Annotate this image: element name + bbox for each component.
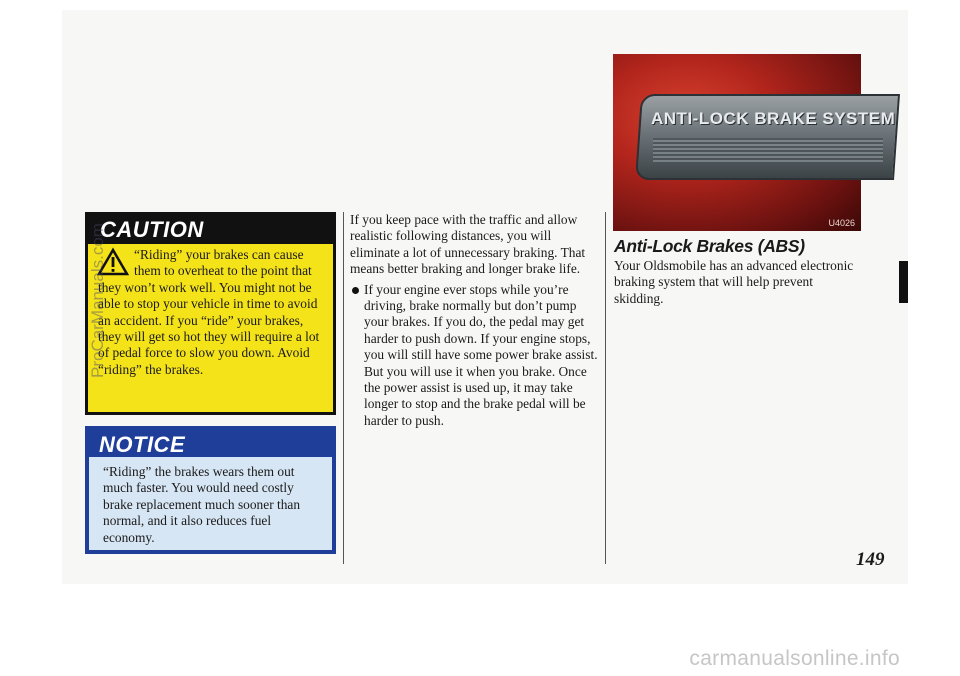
column-divider-right: [605, 212, 606, 564]
notice-text: “Riding” the brakes wears them out much faster. You would need costly brake replacement much sooner than normal, and it also reduces fuel economy.: [103, 464, 301, 545]
photo-code: U4026: [828, 218, 855, 228]
bottom-watermark: carmanualsonline.info: [689, 647, 900, 670]
caution-heading: CAUTION: [88, 215, 333, 244]
abs-section-title: Anti-Lock Brakes (ABS): [614, 236, 805, 256]
emblem-grooves: [653, 138, 883, 164]
caution-text: “Riding” your brakes can cause them to overheat to the point that they won’t work well. You might not be able to stop your vehicle in time to avoid an accident. If you “ride” your brakes, they will get so hot they will require a lot of pedal force to slow you down. Avoid “riding” the brakes.: [98, 247, 320, 377]
column-divider-left: [343, 212, 344, 564]
notice-box: [85, 426, 336, 554]
notice-heading: NOTICE: [89, 430, 332, 457]
caution-box: [85, 212, 336, 415]
engine-stop-text: If your engine ever stops while you’re driving, brake normally but don’t pump your brakes. If you do, the pedal may get harder to push down. If your engine stops, you will still have some power brake assist. But you will use it when you brake. Once the power assist is used up, it may take longer to stop and the brake pedal will be harder to push.: [364, 281, 598, 428]
abs-emblem-label: ANTI-LOCK BRAKE SYSTEM: [651, 109, 896, 128]
abs-photo: [613, 54, 896, 231]
bullet-dot-icon: [352, 287, 359, 294]
engine-stop-bullet: [350, 282, 598, 430]
caution-body: [98, 247, 328, 378]
middle-column: [350, 212, 598, 429]
abs-section-text: Your Oldsmobile has an advanced electronic braking system that will help prevent skidding.: [614, 258, 854, 306]
side-watermark: ProCarManuals.com: [88, 223, 107, 378]
following-distance-paragraph: If you keep pace with the traffic and allow realistic following distances, you will eliminate a lot of unnecessary braking. That means better braking and longer brake life.: [350, 212, 586, 277]
abs-emblem-plate: [635, 94, 900, 180]
section-thumb-tab: [899, 261, 908, 303]
page-number: 149: [856, 549, 885, 570]
